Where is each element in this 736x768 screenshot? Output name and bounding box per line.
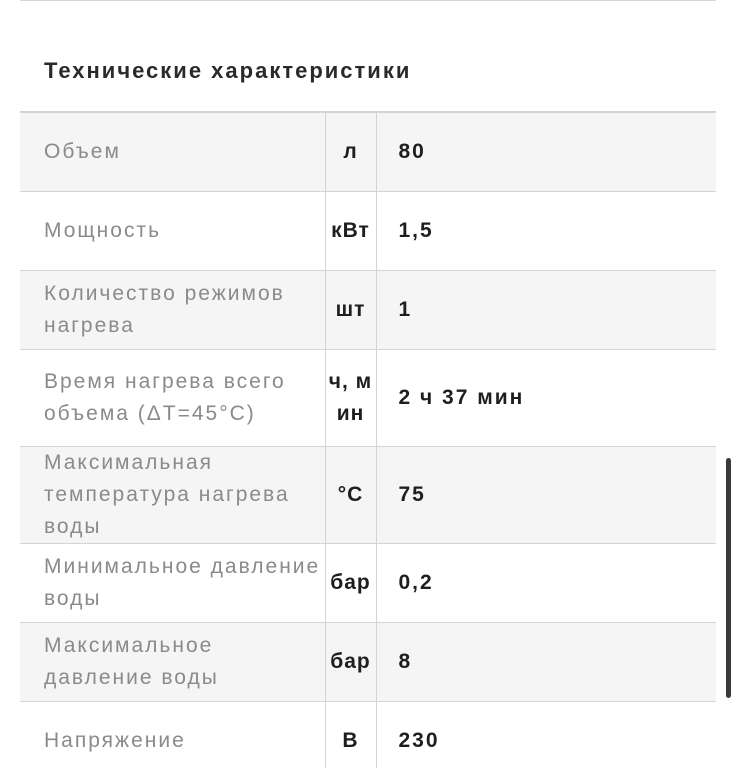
spec-name: Напряжение bbox=[20, 701, 325, 768]
spec-value: 2 ч 37 мин bbox=[376, 349, 716, 446]
spec-value: 1 bbox=[376, 270, 716, 349]
spec-value: 8 bbox=[376, 622, 716, 701]
spec-row-power bbox=[20, 191, 716, 270]
spec-unit: В bbox=[325, 701, 376, 768]
spec-value: 75 bbox=[376, 446, 716, 543]
spec-unit: шт bbox=[325, 270, 376, 349]
spec-name: Максимальное давление воды bbox=[20, 622, 325, 701]
spec-value: 1,5 bbox=[376, 191, 716, 270]
spec-value: 0,2 bbox=[376, 543, 716, 622]
section-title: Технические характеристики bbox=[44, 58, 412, 83]
spec-unit: ч, мин bbox=[325, 349, 376, 446]
spec-value: 80 bbox=[376, 112, 716, 191]
spec-unit: °С bbox=[325, 446, 376, 543]
spec-name: Минимальное давление воды bbox=[20, 543, 325, 622]
spec-unit: бар bbox=[325, 622, 376, 701]
spec-name: Время нагрева всего объема (ΔТ=45°С) bbox=[20, 349, 325, 446]
spec-unit: бар bbox=[325, 543, 376, 622]
spec-name: Мощность bbox=[20, 191, 325, 270]
spec-row-heating-time bbox=[20, 349, 716, 446]
previous-table-bottom-edge bbox=[20, 0, 716, 1]
spec-value: 230 bbox=[376, 701, 716, 768]
spec-row-volume bbox=[20, 112, 716, 191]
spec-unit: л bbox=[325, 112, 376, 191]
spec-row-voltage bbox=[20, 701, 716, 768]
spec-name: Максимальная температура нагрева воды bbox=[20, 446, 325, 543]
spec-name: Количество режимов нагрева bbox=[20, 270, 325, 349]
spec-row-min-pressure bbox=[20, 543, 716, 622]
spec-row-heating-modes bbox=[20, 270, 716, 349]
spec-name: Объем bbox=[20, 112, 325, 191]
spec-row-max-temperature bbox=[20, 446, 716, 543]
spec-unit: кВт bbox=[325, 191, 376, 270]
vertical-scrollbar[interactable] bbox=[726, 458, 731, 698]
specs-table bbox=[20, 111, 716, 768]
spec-row-max-pressure bbox=[20, 622, 716, 701]
